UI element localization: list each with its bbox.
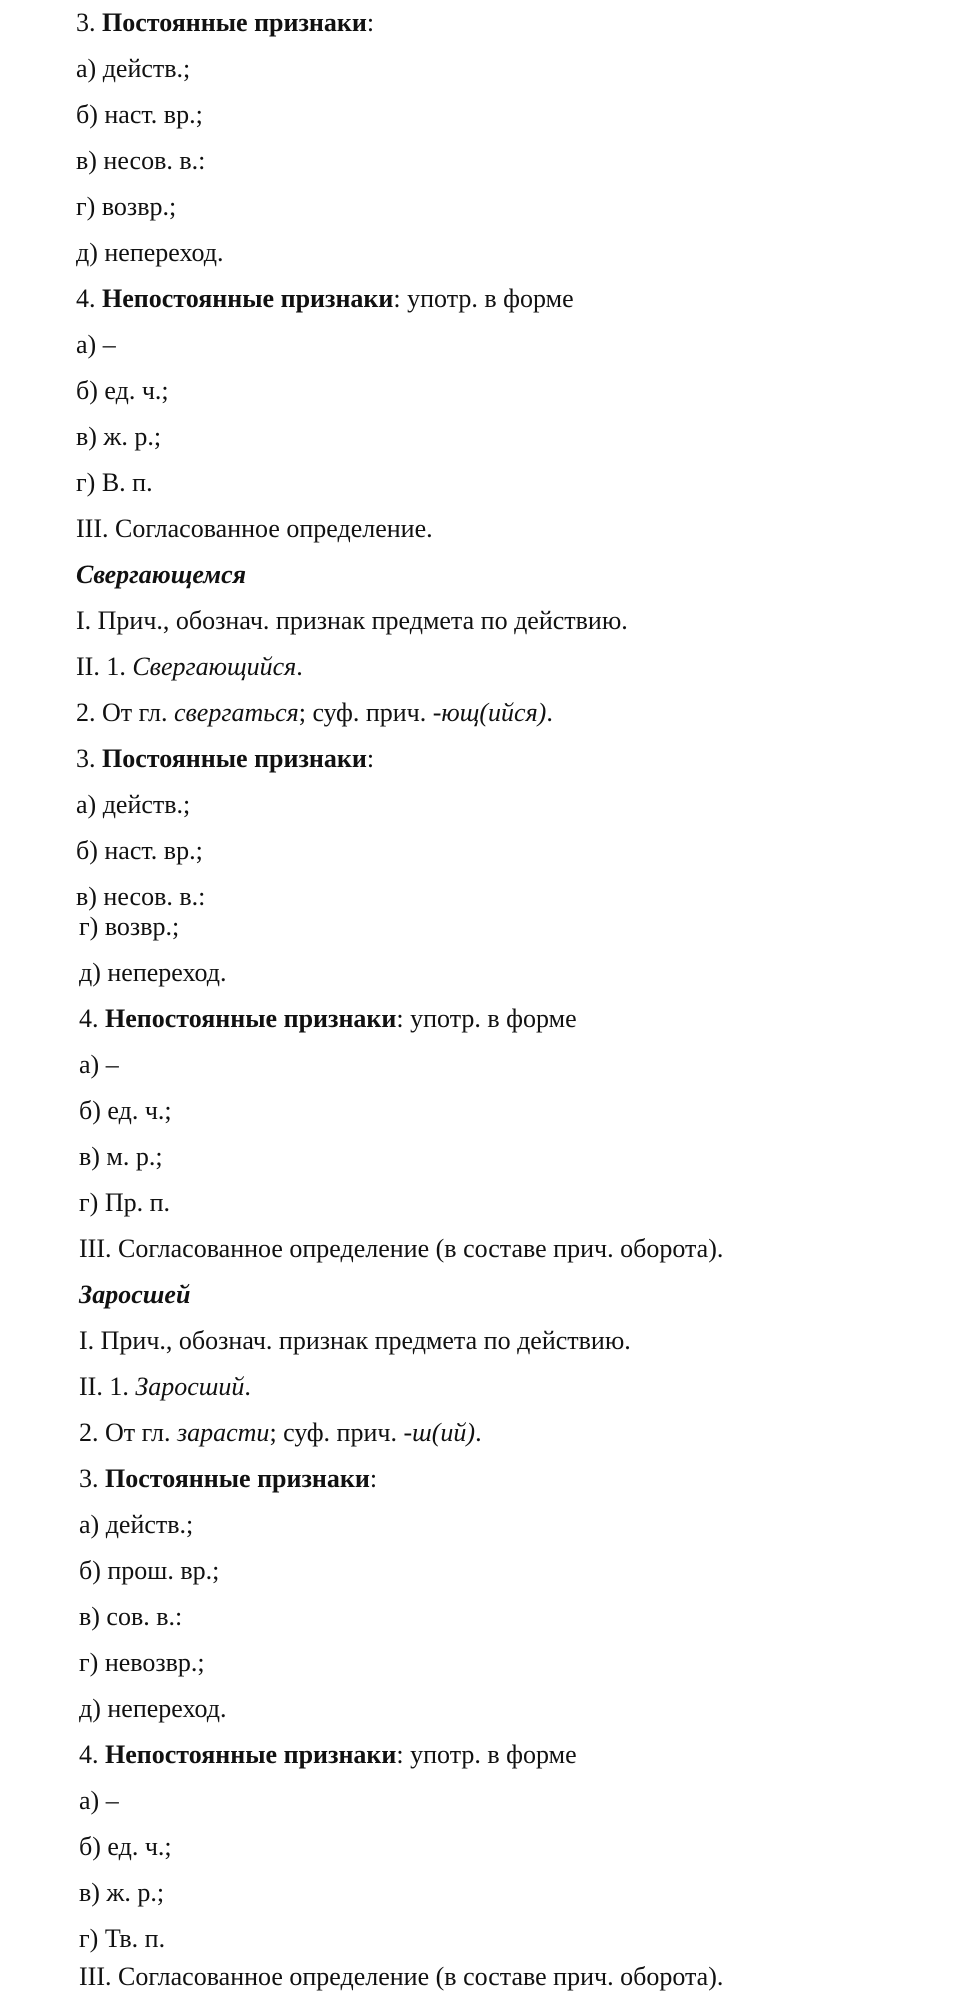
variable-features-label: Непостоянные признаки [102,284,394,313]
feature-item: б) наст. вр.; [76,836,203,865]
feature-item: г) невозвр.; [79,1648,205,1677]
initial-form: Свергающийся [132,652,297,681]
feature-item: а) действ.; [79,1510,194,1539]
variable-features-line: 4. Непостоянные признаки: употр. в форме [79,1740,577,1769]
feature-item: в) несов. в.: [76,146,206,175]
variable-features-line: 4. Непостоянные признаки: употр. в форме [79,1004,577,1033]
initial-form: Заросший [135,1372,245,1401]
feature-item: а) – [76,330,116,359]
syntactic-role: III. Согласованное определение. [76,514,433,543]
feature-item: а) – [79,1050,119,1079]
feature-item: в) ж. р.; [76,422,162,451]
initial-form-line: II. 1. Свергающийся. [76,652,303,681]
origin-line: 2. От гл. свергаться; суф. прич. -ющ(ийся). [76,698,553,727]
source-verb: свергаться [173,698,299,727]
feature-item: б) ед. ч.; [79,1832,172,1861]
word-heading: Заросшей [79,1280,191,1309]
feature-item: г) возвр.; [76,192,177,221]
part-of-speech-line: I. Прич., обознач. признак предмета по действию. [76,606,628,635]
variable-features-label: Непостоянные признаки [105,1740,397,1769]
feature-item: б) ед. ч.; [76,376,169,405]
initial-form-line: II. 1. Заросший. [79,1372,251,1401]
feature-item: б) наст. вр.; [76,100,203,129]
feature-item: а) действ.; [76,54,191,83]
feature-item: г) Пр. п. [79,1188,171,1217]
syntactic-role: III. Согласованное определение (в составе прич. оборота). [79,1234,724,1263]
feature-item: б) прош. вр.; [79,1556,220,1585]
feature-item: в) ж. р.; [79,1878,165,1907]
suffix: ш(ий) [412,1418,476,1447]
syntactic-role: III. Согласованное определение (в составе прич. оборота). [79,1962,724,1991]
feature-item: д) непереход. [79,1694,227,1723]
feature-item: г) Тв. п. [79,1924,166,1953]
feature-item: г) В. п. [76,468,153,497]
feature-item: б) ед. ч.; [79,1096,172,1125]
variable-features-label: Непостоянные признаки [105,1004,397,1033]
feature-item: а) действ.; [76,790,191,819]
suffix: ющ(ийся) [441,698,547,727]
origin-line: 2. От гл. зарасти; суф. прич. -ш(ий). [79,1418,482,1447]
word-heading: Свергающемся [76,560,247,589]
permanent-features-line: 3. Постоянные признаки: [79,1464,378,1493]
source-verb: зарасти [176,1418,270,1447]
permanent-features-label: Постоянные признаки [102,8,367,37]
permanent-features-label: Постоянные признаки [105,1464,370,1493]
feature-item: в) несов. в.: [76,882,206,911]
variable-features-line: 4. Непостоянные признаки: употр. в форме [76,284,574,313]
part-of-speech-line: I. Прич., обознач. признак предмета по действию. [79,1326,631,1355]
feature-item: в) сов. в.: [79,1602,183,1631]
feature-item: д) непереход. [76,238,224,267]
feature-item: д) непереход. [79,958,227,987]
permanent-features-line: 3. Постоянные признаки: [76,744,375,773]
feature-item: в) м. р.; [79,1142,163,1171]
permanent-features-line: 3. Постоянные признаки: [76,8,375,37]
permanent-features-label: Постоянные признаки [102,744,367,773]
feature-item: г) возвр.; [79,912,180,941]
feature-item: а) – [79,1786,119,1815]
